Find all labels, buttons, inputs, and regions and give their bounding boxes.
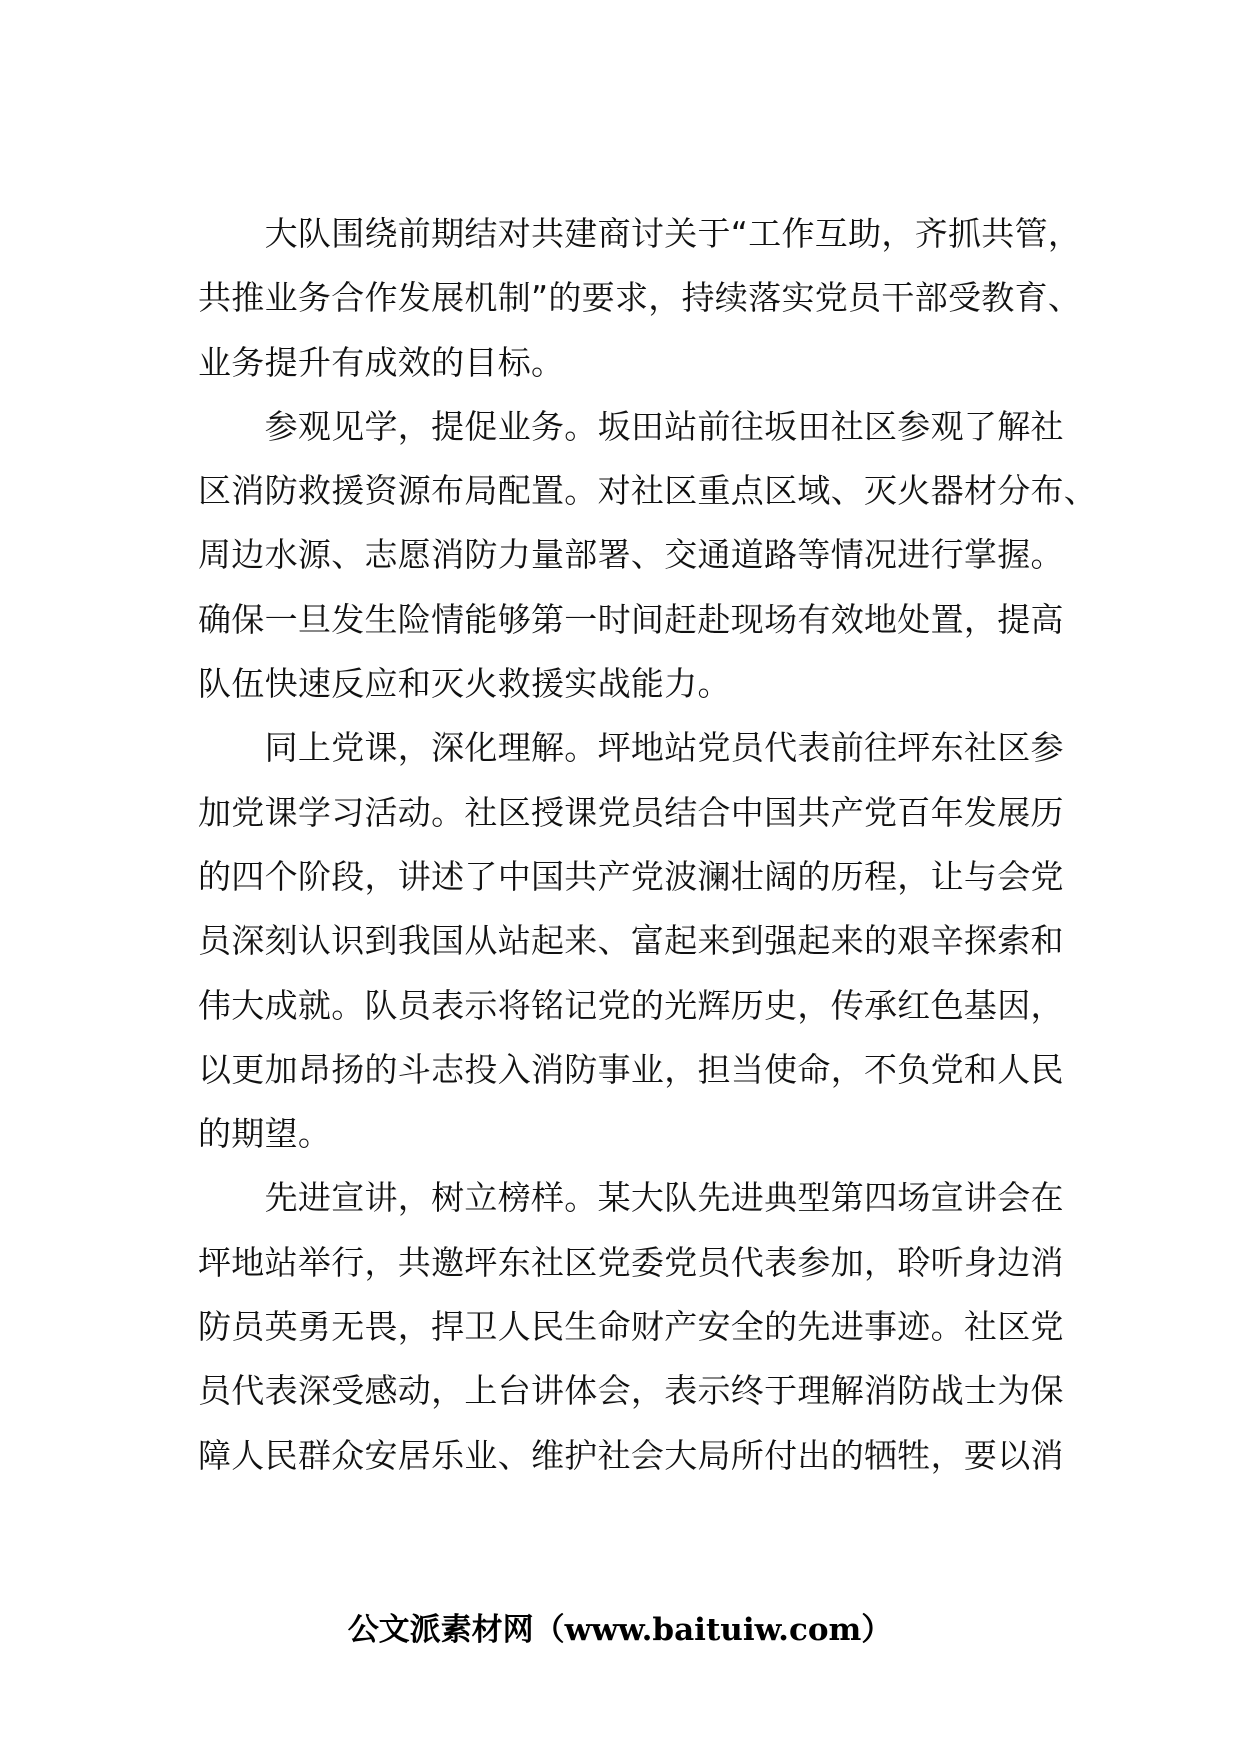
text-line: 先进宣讲，树立榜样。某大队先进典型第四场宣讲会在 <box>198 1178 1064 1218</box>
text-line: 加党课学习活动。社区授课党员结合中国共产党百年发展历 <box>198 792 1064 832</box>
body-text <box>198 214 1098 1504</box>
text-line: 同上党课，深化理解。坪地站党员代表前往坪东社区参 <box>198 728 1064 768</box>
text-line: 大队围绕前期结对共建商讨关于“工作互助，齐抓共管， <box>198 214 1082 253</box>
text-line: 伟大成就。队员表示将铭记党的光辉历史，传承红色基因， <box>198 985 1064 1025</box>
text-line: 的四个阶段，讲述了中国共产党波澜壮阔的历程，让与会党 <box>198 856 1064 896</box>
text-line: 坪地站举行，共邀坪东社区党委党员代表参加，聆听身边消 <box>198 1242 1064 1282</box>
text-line: 以更加昂扬的斗志投入消防事业，担当使命，不负党和人民 <box>198 1049 1064 1089</box>
text-line: 周边水源、志愿消防力量部署、交通道路等情况进行掌握。 <box>198 535 1064 575</box>
text-line: 参观见学，提促业务。坂田站前往坂田社区参观了解社 <box>198 406 1064 446</box>
text-line: 的期望。 <box>198 1114 332 1154</box>
text-line: 防员英勇无畏，捍卫人民生命财产安全的先进事迹。社区党 <box>198 1307 1064 1347</box>
text-line: 确保一旦发生险情能够第一时间赶赴现场有效地处置，提高 <box>198 599 1064 639</box>
footer-watermark: 公文派素材网（www.baituiw.com） <box>347 1612 893 1648</box>
text-line: 员深刻认识到我国从站起来、富起来到强起来的艰辛探索和 <box>198 921 1064 961</box>
text-line: 共推业务合作发展机制”的要求，持续落实党员干部受教育、 <box>198 278 1082 318</box>
text-line: 区消防救援资源布局配置。对社区重点区域、灭火器材分布、 <box>198 471 1098 511</box>
text-line: 业务提升有成效的目标。 <box>198 342 565 382</box>
text-line: 队伍快速反应和灭火救援实战能力。 <box>198 664 731 704</box>
text-line: 障人民群众安居乐业、维护社会大局所付出的牺牲，要以消 <box>198 1435 1064 1475</box>
text-line: 员代表深受感动，上台讲体会，表示终于理解消防战士为保 <box>198 1371 1064 1411</box>
